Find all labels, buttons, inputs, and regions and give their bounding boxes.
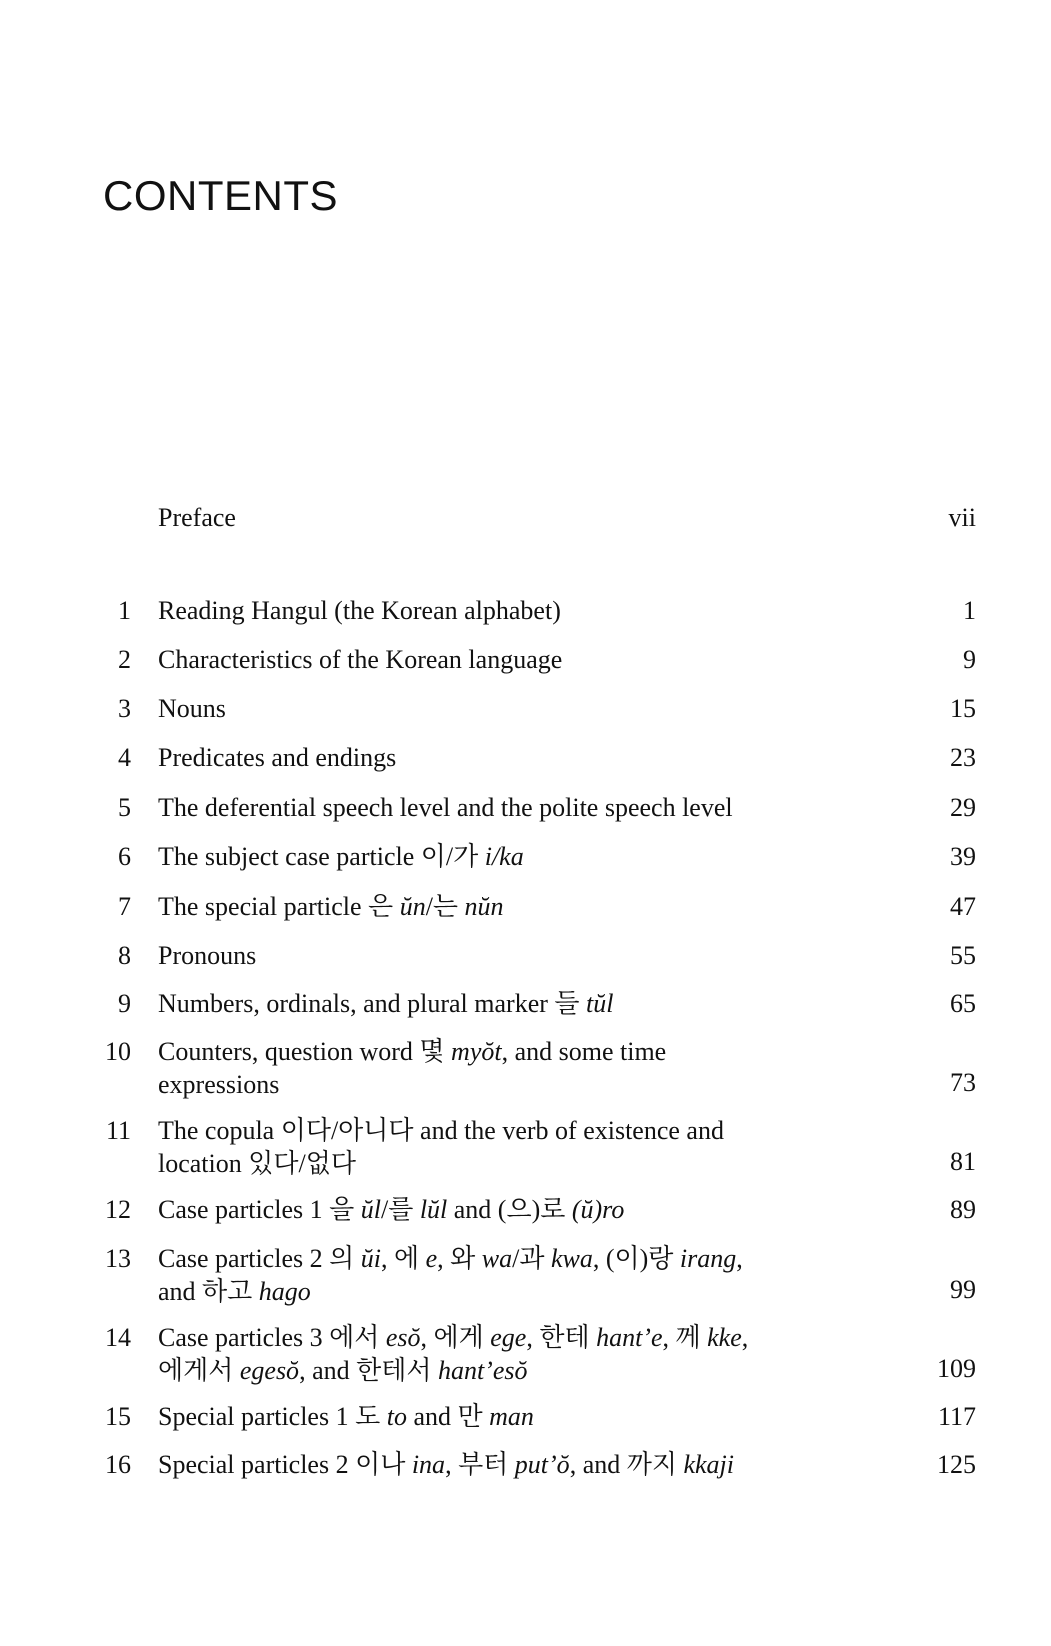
toc-title: Case particles 2 의 ŭi, 에 e, 와 wa/과 kwa, (이)랑 irang, and 하고 hago: [158, 1244, 743, 1306]
toc-entry-2[interactable]: [96, 643, 976, 676]
toc-entry-9[interactable]: [96, 987, 976, 1020]
toc-page-number: 9: [963, 645, 976, 674]
toc-entry-14[interactable]: [96, 1321, 976, 1385]
toc-title: The special particle 은 ŭn/는 nŭn: [158, 892, 504, 921]
toc-entry-12[interactable]: [96, 1193, 976, 1226]
toc-page-number: 109: [937, 1354, 976, 1383]
toc-entry-13[interactable]: [96, 1242, 976, 1306]
toc-title: Preface: [158, 503, 236, 532]
toc-title: Case particles 3 에서 esŏ, 에게 ege, 한테 hant’e, 께 kke, 에게서 egesŏ, and 한테서 hant’esŏ: [158, 1323, 749, 1385]
toc-page-number: 125: [937, 1450, 976, 1479]
toc-page-number: 73: [950, 1068, 976, 1097]
toc-title: Special particles 1 도 to and 만 man: [158, 1402, 534, 1431]
toc-title: The deferential speech level and the polite speech level: [158, 793, 733, 822]
chapter-number: 16: [105, 1450, 131, 1479]
toc-page-number: 15: [950, 694, 976, 723]
page-title: CONTENTS: [103, 172, 338, 219]
toc-title: The copula 이다/아니다 and the verb of existence and location 있다/없다: [158, 1116, 724, 1178]
chapter-number: 4: [118, 743, 131, 772]
toc-entry-1[interactable]: [96, 594, 976, 627]
toc-page-number: 55: [950, 941, 976, 970]
toc-entry-16[interactable]: [96, 1448, 976, 1481]
toc-title: Special particles 2 이나 ina, 부터 put’ŏ, and 까지 kkaji: [158, 1450, 734, 1479]
toc-title: Reading Hangul (the Korean alphabet): [158, 596, 561, 625]
toc-entry-7[interactable]: [96, 890, 976, 923]
toc-page-number: 1: [963, 596, 976, 625]
chapter-number: 2: [118, 645, 131, 674]
chapter-number: 8: [118, 941, 131, 970]
toc-title: Nouns: [158, 694, 226, 723]
chapter-number: 6: [118, 842, 131, 871]
toc-page-number: 39: [950, 842, 976, 871]
toc-page-number: vii: [948, 503, 976, 532]
chapter-number: 11: [105, 1116, 131, 1145]
toc-page-number: 117: [937, 1402, 976, 1431]
chapter-number: 14: [105, 1323, 131, 1352]
toc-entry-15[interactable]: [96, 1400, 976, 1433]
toc-page-number: 23: [950, 743, 976, 772]
chapter-number: 1: [118, 596, 131, 625]
toc-entry-preface[interactable]: [96, 501, 976, 534]
chapter-number: 3: [118, 694, 131, 723]
chapter-number: 12: [105, 1195, 131, 1224]
toc-title: Numbers, ordinals, and plural marker 들 tŭl: [158, 989, 614, 1018]
chapter-number: 7: [118, 892, 131, 921]
chapter-number: 10: [105, 1037, 131, 1066]
toc-page-number: 47: [950, 892, 976, 921]
toc-title: Counters, question word 몇 myŏt, and some time expressions: [158, 1037, 667, 1099]
toc-entry-6[interactable]: [96, 840, 976, 873]
toc-entry-11[interactable]: [96, 1114, 976, 1178]
toc-title: Pronouns: [158, 941, 257, 970]
toc-page-number: 89: [950, 1195, 976, 1224]
chapter-number: 9: [118, 989, 131, 1018]
toc-title: Case particles 1 을 ŭl/를 lŭl and (으)로 (ŭ)ro: [158, 1195, 625, 1224]
toc-page-number: 65: [950, 989, 976, 1018]
toc-title: The subject case particle 이/가 i/ka: [158, 842, 524, 871]
toc-page-number: 99: [950, 1275, 976, 1304]
toc-page-number: 29: [950, 793, 976, 822]
chapter-number: 5: [118, 793, 131, 822]
toc-entry-3[interactable]: [96, 692, 976, 725]
chapter-number: 13: [105, 1244, 131, 1273]
chapter-number: 15: [105, 1402, 131, 1431]
toc-entry-8[interactable]: [96, 939, 976, 972]
toc-entry-10[interactable]: [96, 1035, 976, 1099]
toc-page-number: 81: [950, 1147, 976, 1176]
toc-entry-5[interactable]: [96, 791, 976, 824]
toc-entry-4[interactable]: [96, 741, 976, 774]
toc-title: Characteristics of the Korean language: [158, 645, 563, 674]
toc-title: Predicates and endings: [158, 743, 397, 772]
